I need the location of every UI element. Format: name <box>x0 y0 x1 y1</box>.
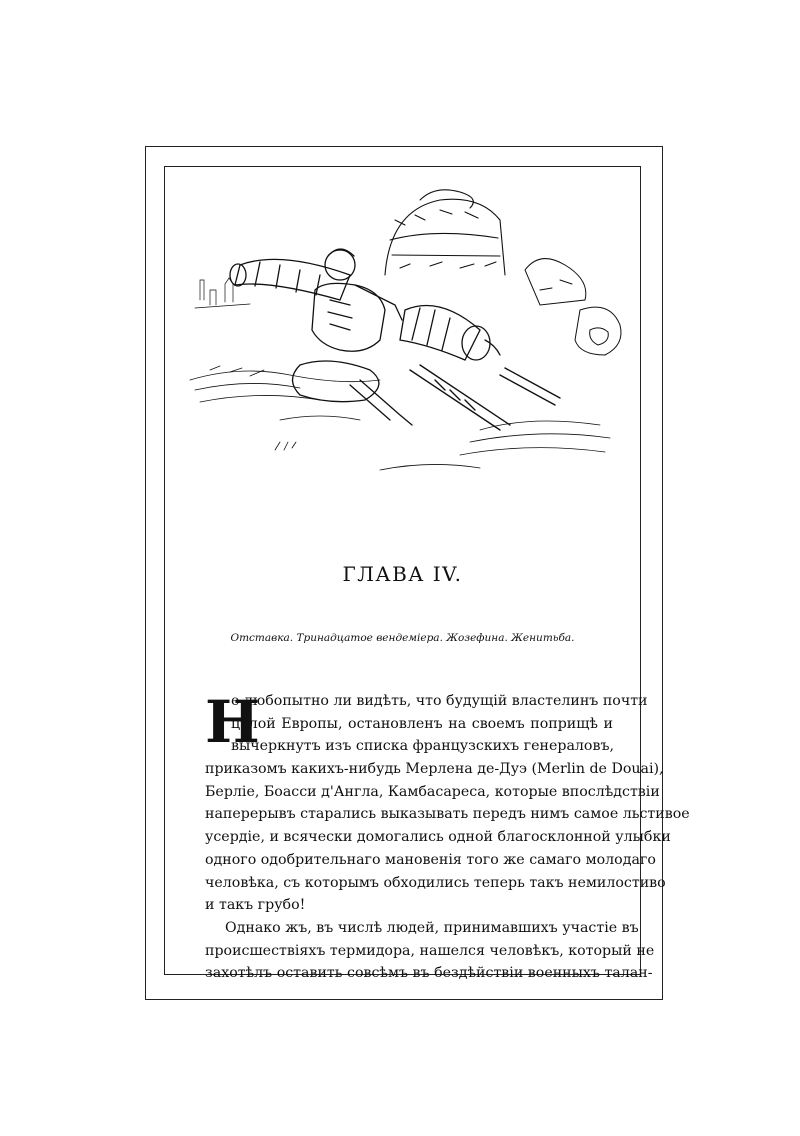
text-line: усердiе, и всячески домогались одной благосклонной улыбки <box>205 829 671 846</box>
paragraph-2 <box>205 917 655 985</box>
body-text <box>205 690 690 985</box>
text-line: е любопытно ли видѣть, что будущiй властелинъ почти <box>231 693 648 709</box>
text-line: вычеркнутъ изъ списка французскихъ генераловъ, <box>231 738 614 755</box>
chapter-title: ГЛАВА IV. <box>342 562 463 586</box>
text-line: захотѣлъ оставить совсѣмъ въ бездѣйствiи военныхъ талан- <box>205 965 653 982</box>
text-line: человѣка, съ которымъ обходились теперь такъ немилостиво <box>205 874 666 891</box>
text-line: и такъ грубо! <box>205 897 306 914</box>
text-line: наперерывъ старались выказывать передъ нимъ самое льстивое <box>205 806 690 823</box>
text-line: приказомъ какихъ-нибудь Мерлена де-Дуэ (Merlin de Douai), <box>205 761 664 778</box>
chapter-subtitle: Отставка. Тринадцатое вендемiера. Жозефина. Женитьба. <box>230 632 575 644</box>
text-line: происшествiяхъ термидора, нашелся человѣкъ, который не <box>205 942 655 959</box>
text-line: одного одобрительнаго мановенiя того же самаго молодаго <box>205 851 656 868</box>
paragraph-1 <box>205 690 690 917</box>
engraving-illustration <box>180 180 630 480</box>
text-line: цѣлой Европы, остановленъ на своемъ поприщѣ и <box>231 715 613 732</box>
text-line: Однако жъ, въ числѣ людей, принимавшихъ участiе въ <box>225 919 639 936</box>
drop-cap-letter: Н <box>205 688 260 756</box>
text-line: Берлiе, Боасси д'Англа, Камбасареса, которые впослѣдствiи <box>205 783 660 800</box>
